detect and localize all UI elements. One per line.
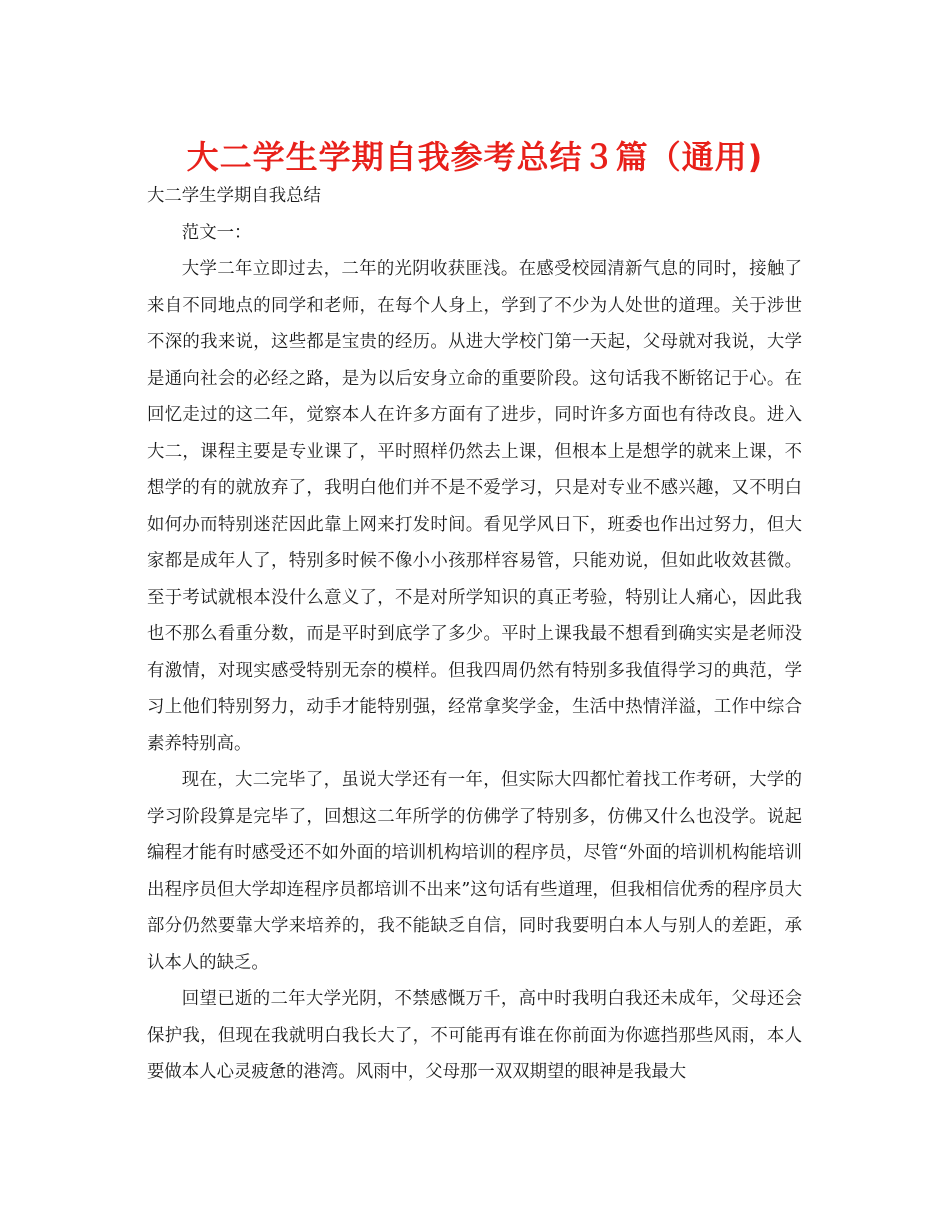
document-title: 大二学生学期自我参考总结３篇（通用): [186, 138, 764, 176]
paragraph: 现在，大二完毕了，虽说大学还有一年，但实际大四都忙着找工作考研，大学的学习阶段算是完毕了，回想这二年所学的仿佛学了特别多，仿佛又什么也没学。说起编程才能有时感受还不如外面的培训机构培训的程序员，尽管“外面的培训机构能培训出程序员但大学却连程序员都培训不出来”这句话有些道理，但我相信优秀的程序员大部分仍然要靠大学来培养的，我不能缺乏自信，同时我要明白本人与别人的差距，承认本人的缺乏。: [147, 770, 802, 973]
sample-label: 范文一：: [181, 222, 252, 243]
paragraph: 回望已逝的二年大学光阴，不禁感慨万千，高中时我明白我还未成年，父母还会保护我，但现在我就明白我长大了，不可能再有谁在你前面为你遮挡那些风雨，本人要做本人心灵疲惫的港湾。风雨中，父母那一双双期望的眼神是我最大: [147, 989, 802, 1082]
paragraph: 大学二年立即过去，二年的光阴收获匪浅。在感受校园清新气息的同时，接触了来自不同地点的同学和老师，在每个人身上，学到了不少为人处世的道理。关于涉世不深的我来说，这些都是宝贵的经历。从进大学校门第一天起，父母就对我说，大学是通向社会的必经之路，是为以后安身立命的重要阶段。这句话我不断铭记于心。在回忆走过的这二年，觉察本人在许多方面有了进步，同时许多方面也有待改良。进入大二，课程主要是专业课了，平时照样仍然去上课，但根本上是想学的就来上课，不想学的有的就放弃了，我明白他们并不是不爱学习，只是对专业不感兴趣，又不明白如何办而特别迷茫因此靠上网来打发时间。看见学风日下，班委也作出过努力，但大家都是成年人了，特别多时候不像小小孩那样容易管，只能劝说，但如此收效甚微。至于考试就根本没什么意义了，不是对所学知识的真正考验，特别让人痛心，因此我也不那么看重分数，而是平时到底学了多少。平时上课我最不想看到确实实是老师没有激情，对现实感受特别无奈的模样。但我四周仍然有特别多我值得学习的典范，学习上他们特别努力，动手才能特别强，经常拿奖学金，生活中热情洋溢，工作中综合素养特别高。: [147, 259, 802, 754]
document-subtitle: 大二学生学期自我总结: [147, 186, 321, 206]
document-body: [147, 178, 802, 1091]
